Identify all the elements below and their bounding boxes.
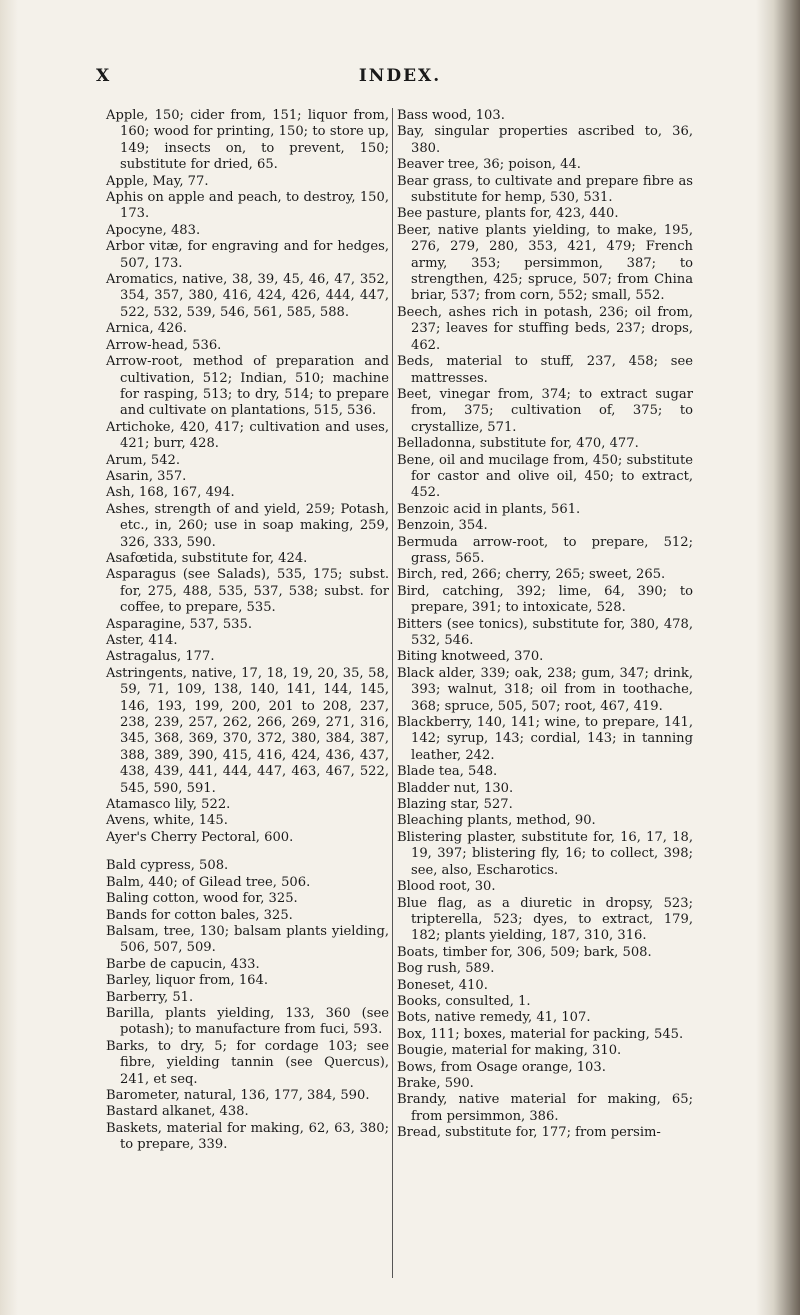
index-entry: Balsam, tree, 130; balsam plants yielding, 506, 507, 509. [106, 923, 389, 956]
index-entry: Bread, substitute for, 177; from persim- [397, 1125, 661, 1141]
index-entry: Arrow-root, method of preparation and cultivation, 512; Indian, 510; machine for rasping, 513; to dry, 514; to prepare and cultivate on plantations, 515, 536. [106, 354, 389, 419]
index-entry: Aster, 414. [106, 633, 178, 648]
index-entry: Asarin, 357. [106, 468, 187, 484]
index-entry: Bass wood, 103. [397, 108, 505, 123]
index-entry: Barks, to dry, 5; for cordage 103; see fibre, yielding tannin (see Quercus), 241, et seq. [106, 1038, 389, 1087]
index-entry: Ashes, strength of and yield, 259; Potash, etc., in, 260; use in soap making, 259, 326, 333, 590. [106, 501, 389, 550]
index-entry: Apple, 150; cider from, 151; liquor from, 160; wood for printing, 150; to store up, 149; insects on, to prevent, 150; substitute for dried, 65. [106, 108, 389, 173]
index-entry: Apple, May, 77. [106, 173, 209, 189]
index-entry: Blade tea, 548. [397, 764, 498, 780]
index-entry: Astragalus, 177. [106, 649, 215, 665]
index-entry: Beech, ashes rich in potash, 236; oil from, 237; leaves for stuffing beds, 237; drops, 462. [397, 304, 693, 353]
index-entry: Bald cypress, 508. [106, 858, 229, 874]
index-column-left [106, 108, 389, 1154]
index-entry: Arrow-head, 536. [106, 337, 222, 353]
index-entry: Arum, 542. [106, 452, 181, 468]
index-entry: Blue flag, as a diuretic in dropsy, 523; tripterella, 523; dyes, to extract, 179, 182; plants yielding, 187, 310, 316. [397, 895, 693, 944]
index-entry: Barometer, natural, 136, 177, 384, 590. [106, 1087, 370, 1103]
index-entry: Bitters (see tonics), substitute for, 380, 478, 532, 546. [397, 616, 693, 648]
index-entry: Bermuda arrow-root, to prepare, 512; grass, 565. [397, 534, 693, 566]
page-number: X [96, 66, 111, 86]
index-entry: Black alder, 339; oak, 238; gum, 347; drink, 393; walnut, 318; oil from in toothache, 368; spruce, 505, 507; root, 467, 419. [397, 665, 693, 714]
index-entry: Books, consulted, 1. [397, 993, 531, 1009]
index-entry: Bene, oil and mucilage from, 450; substitute for castor and olive oil, 450; to extract, 452. [397, 452, 693, 501]
index-entry: Bleaching plants, method, 90. [397, 813, 596, 829]
index-entry: Blackberry, 140, 141; wine, to prepare, 141, 142; syrup, 143; cordial, 143; in tanning leather, 242. [397, 715, 693, 763]
index-entry: Barilla, plants yielding, 133, 360 (see potash); to manufacture from fuci, 593. [106, 1005, 389, 1038]
index-entry: Artichoke, 420, 417; cultivation and uses, 421; burr, 428. [106, 419, 389, 452]
index-entry: Beaver tree, 36; poison, 44. [397, 157, 581, 173]
index-entry: Ash, 168, 167, 494. [106, 485, 235, 501]
index-entry: Boats, timber for, 306, 509; bark, 508. [397, 944, 652, 960]
index-entry: Biting knotweed, 370. [397, 649, 544, 665]
index-entry: Bee pasture, plants for, 423, 440. [397, 206, 619, 222]
index-entry: Belladonna, substitute for, 470, 477. [397, 436, 639, 452]
index-entry: Baskets, material for making, 62, 63, 380; to prepare, 339. [106, 1120, 389, 1153]
page-left-shadow [0, 0, 18, 1315]
index-entry: Barley, liquor from, 164. [106, 973, 268, 989]
index-entry: Baling cotton, wood for, 325. [106, 891, 298, 907]
index-entry: Bladder nut, 130. [397, 780, 514, 796]
index-entry: Beer, native plants yielding, to make, 195, 276, 279, 280, 353, 421, 479; French army, 353; persimmon, 387; to strengthen, 425; spruce, 507; from China briar, 537; from corn, 552; small, 552. [397, 222, 693, 304]
index-entry: Bows, from Osage orange, 103. [397, 1059, 606, 1075]
index-entry: Beds, material to stuff, 237, 458; see mattresses. [397, 354, 693, 386]
index-entry: Balm, 440; of Gilead tree, 506. [106, 874, 311, 890]
index-entry: Arnica, 426. [106, 321, 187, 337]
index-entry: Bear grass, to cultivate and prepare fibre as substitute for hemp, 530, 531. [397, 173, 693, 206]
index-entry: Blood root, 30. [397, 879, 496, 895]
index-entry: Benzoin, 354. [397, 518, 488, 534]
page-header [0, 66, 800, 96]
page-title: INDEX. [358, 66, 442, 86]
page-binding-shadow [756, 0, 800, 1315]
index-entry: Box, 111; boxes, material for packing, 545. [397, 1026, 684, 1042]
index-entry: Avens, white, 145. [106, 813, 228, 829]
index-entry: Bay, singular properties ascribed to, 36, 380. [397, 124, 693, 156]
index-entry: Barberry, 51. [106, 989, 194, 1005]
index-entry: Beet, vinegar from, 374; to extract sugar from, 375; cultivation of, 375; to crystallize, 571. [397, 386, 693, 435]
index-entry: Aromatics, native, 38, 39, 45, 46, 47, 352, 354, 357, 380, 416, 424, 426, 444, 447, 522, 532, 539, 546, 561, 585, 588. [106, 272, 389, 320]
index-entry: Aphis on apple and peach, to destroy, 150, 173. [106, 190, 389, 222]
index-entry: Blistering plaster, substitute for, 16, 17, 18, 19, 397; blistering fly, 16; to collect, 398; see, also, Escharotics. [397, 829, 693, 878]
index-column-right [392, 108, 693, 1278]
index-entry: Arbor vitæ, for engraving and for hedges, 507, 173. [106, 239, 389, 271]
index-entry: Bands for cotton bales, 325. [106, 907, 293, 923]
index-entry: Benzoic acid in plants, 561. [397, 501, 581, 517]
index-entry: Birch, red, 266; cherry, 265; sweet, 265. [397, 567, 666, 583]
index-entry: Atamasco lily, 522. [106, 797, 231, 813]
index-entry: Bird, catching, 392; lime, 64, 390; to prepare, 391; to intoxicate, 528. [397, 583, 693, 616]
index-entry: Bog rush, 589. [397, 961, 495, 977]
index-entry: Barbe de capucin, 433. [106, 956, 260, 972]
index-entry: Boneset, 410. [397, 977, 488, 993]
index-entry: Bastard alkanet, 438. [106, 1104, 249, 1120]
index-entry: Asparagus (see Salads), 535, 175; subst. for, 275, 488, 535, 537, 538; subst. for coffee, to prepare, 535. [106, 567, 389, 616]
index-entry: Astringents, native, 17, 18, 19, 20, 35, 58, 59, 71, 109, 138, 140, 141, 144, 145, 146, 193, 199, 200, 201 to 208, 237, 238, 239, 257, 262, 266, 269, 271, 316, 345, 368, 369, 370, 372, 380, 384, 387, 388, 389, 390, 415, 416, 424, 436, 437, 438, 439, 441, 444, 447, 463, 467, 522, 545, 590, 591. [106, 665, 389, 796]
index-entry: Asafœtida, substitute for, 424. [106, 550, 308, 566]
index-entry: Brake, 590. [397, 1075, 474, 1091]
index-entry: Blazing star, 527. [397, 797, 513, 813]
index-entry: Asparagine, 537, 535. [106, 616, 252, 632]
index-entry: Brandy, native material for making, 65; from persimmon, 386. [397, 1092, 693, 1124]
index-entry: Ayer's Cherry Pectoral, 600. [106, 829, 294, 845]
index-entry: Bots, native remedy, 41, 107. [397, 1010, 591, 1026]
index-entry: Bougie, material for making, 310. [397, 1043, 622, 1059]
index-entry: Apocyne, 483. [106, 222, 201, 238]
